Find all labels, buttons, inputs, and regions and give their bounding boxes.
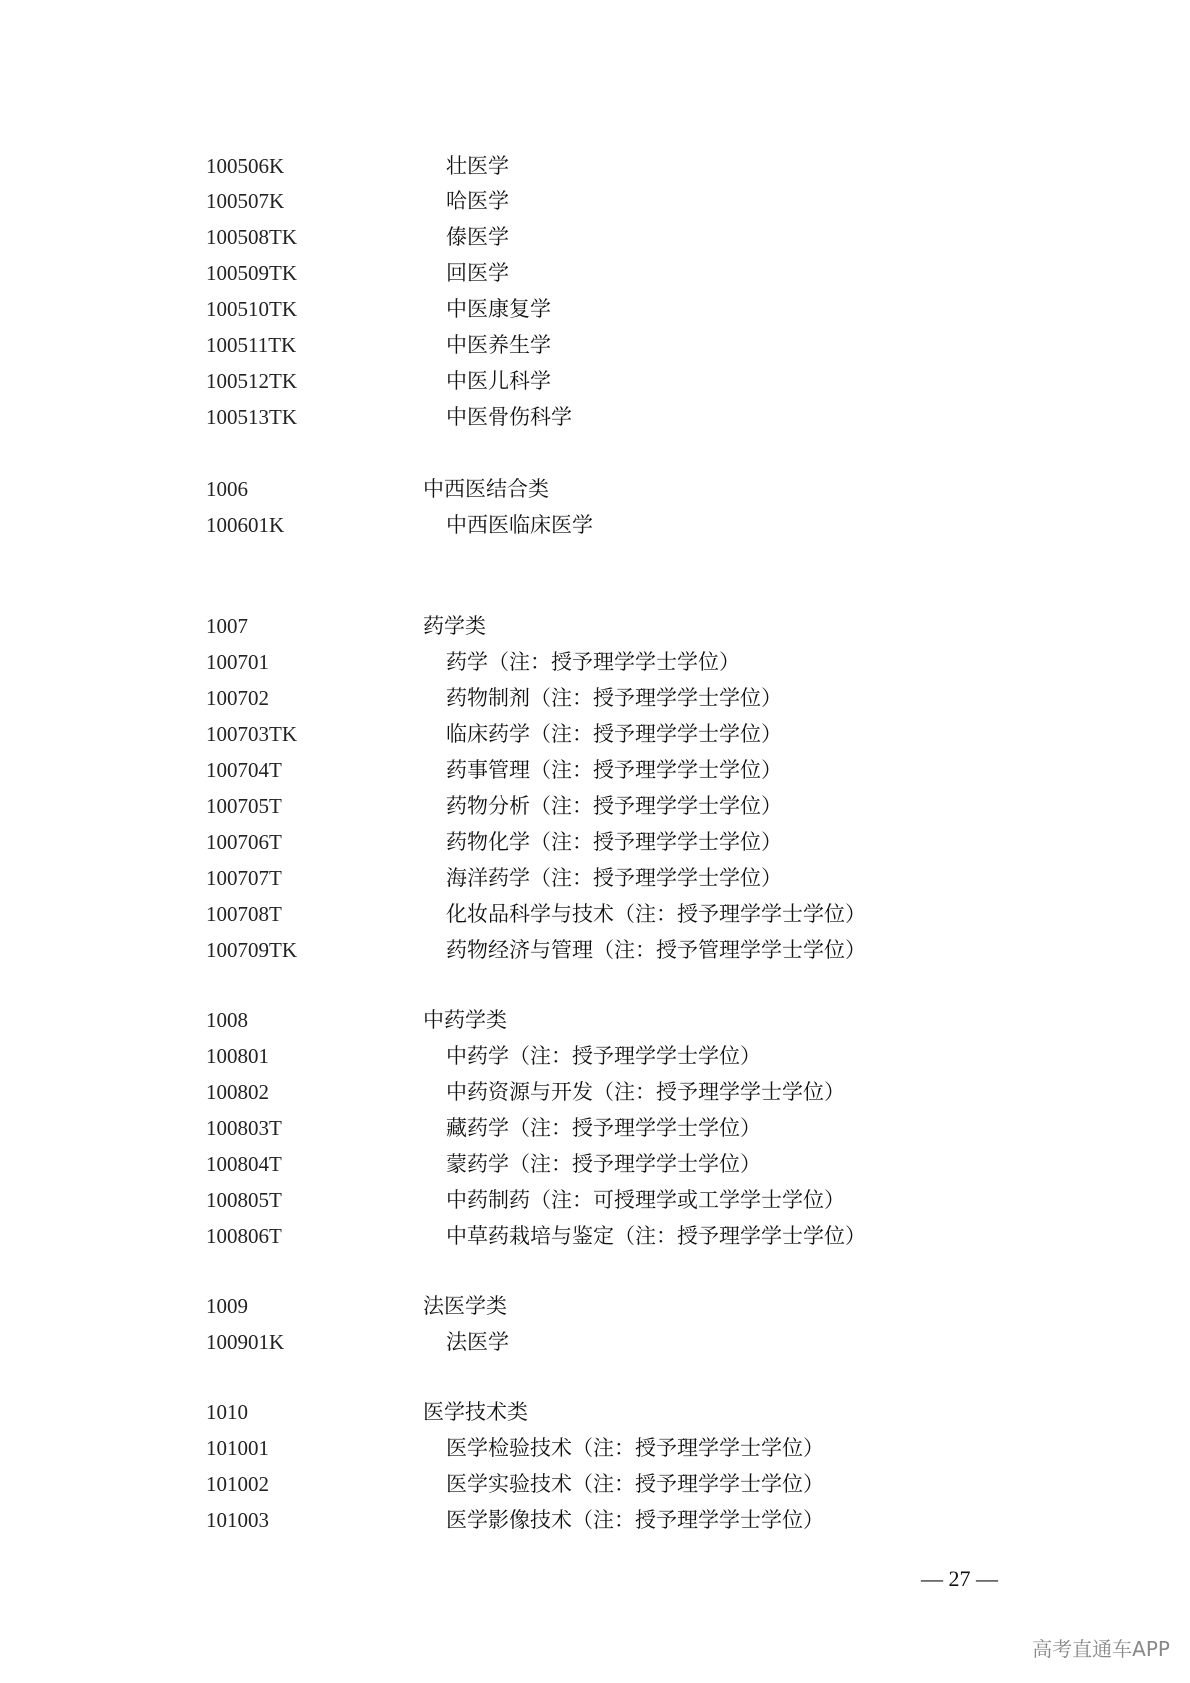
- category-name: 中西医结合类: [423, 477, 549, 501]
- category-row: [206, 611, 966, 641]
- major-row: [206, 402, 966, 432]
- major-row: [206, 258, 966, 288]
- major-row: [206, 1433, 966, 1463]
- major-code: 100804T: [206, 1152, 282, 1176]
- category-code: 1008: [206, 1008, 248, 1032]
- major-code: 101001: [206, 1436, 269, 1460]
- category-name: 药学类: [423, 614, 486, 638]
- major-code: 100508TK: [206, 225, 297, 249]
- major-code: 100707T: [206, 866, 282, 890]
- major-code: 100601K: [206, 513, 285, 537]
- major-row: [206, 186, 966, 216]
- major-code: 100509TK: [206, 261, 297, 285]
- major-code: 100708T: [206, 902, 282, 926]
- major-name: 海洋药学（注：授予理学学士学位）: [446, 866, 782, 890]
- major-name: 中药资源与开发（注：授予理学学士学位）: [446, 1080, 845, 1104]
- category-row: [206, 1005, 966, 1035]
- major-code: 100805T: [206, 1188, 282, 1212]
- category-code: 1006: [206, 477, 248, 501]
- major-code: 100511TK: [206, 333, 297, 357]
- major-code: 100701: [206, 650, 269, 674]
- major-code: 100704T: [206, 758, 282, 782]
- major-row: [206, 366, 966, 396]
- major-row: [206, 1077, 966, 1107]
- major-row: [206, 755, 966, 785]
- major-row: [206, 827, 966, 857]
- major-name: 壮医学: [446, 154, 509, 178]
- major-code: 100709TK: [206, 938, 297, 962]
- category-code: 1010: [206, 1400, 248, 1424]
- major-name: 中医康复学: [446, 297, 551, 321]
- major-code: 100702: [206, 686, 269, 710]
- category-code: 1007: [206, 614, 248, 638]
- major-code: 100513TK: [206, 405, 297, 429]
- major-name: 中草药栽培与鉴定（注：授予理学学士学位）: [446, 1224, 866, 1248]
- major-row: [206, 1113, 966, 1143]
- major-name: 药物分析（注：授予理学学士学位）: [446, 794, 782, 818]
- major-row: [206, 330, 966, 360]
- major-row: [206, 719, 966, 749]
- major-code: 101003: [206, 1508, 269, 1532]
- major-name: 藏药学（注：授予理学学士学位）: [446, 1116, 761, 1140]
- watermark: 高考直通车APP: [1032, 1637, 1170, 1661]
- major-name: 药物制剂（注：授予理学学士学位）: [446, 686, 782, 710]
- major-name: 中西医临床医学: [446, 513, 593, 537]
- major-row: [206, 222, 966, 252]
- major-code: 100803T: [206, 1116, 282, 1140]
- category-row: [206, 474, 966, 504]
- major-name: 中药学（注：授予理学学士学位）: [446, 1044, 761, 1068]
- major-name: 临床药学（注：授予理学学士学位）: [446, 722, 782, 746]
- major-code: 101002: [206, 1472, 269, 1496]
- major-name: 药事管理（注：授予理学学士学位）: [446, 758, 782, 782]
- major-row: [206, 1149, 966, 1179]
- major-name: 法医学: [446, 1330, 509, 1354]
- major-name: 医学实验技术（注：授予理学学士学位）: [446, 1472, 824, 1496]
- major-row: [206, 935, 966, 965]
- major-code: 100705T: [206, 794, 282, 818]
- page-number: — 27 —: [921, 1566, 998, 1591]
- category-row: [206, 1291, 966, 1321]
- major-name: 药物经济与管理（注：授予管理学学士学位）: [446, 938, 866, 962]
- major-name: 中药制药（注：可授理学或工学学士学位）: [446, 1188, 845, 1212]
- major-row: [206, 647, 966, 677]
- major-code: 100510TK: [206, 297, 297, 321]
- major-row: [206, 1505, 966, 1535]
- major-code: 100901K: [206, 1330, 285, 1354]
- major-name: 回医学: [446, 261, 509, 285]
- major-row: [206, 1469, 966, 1499]
- major-row: [206, 1327, 966, 1357]
- major-name: 中医儿科学: [446, 369, 551, 393]
- major-code: 100802: [206, 1080, 269, 1104]
- category-name: 中药学类: [423, 1008, 507, 1032]
- category-code: 1009: [206, 1294, 248, 1318]
- major-name: 医学影像技术（注：授予理学学士学位）: [446, 1508, 824, 1532]
- major-row: [206, 683, 966, 713]
- major-code: 100512TK: [206, 369, 297, 393]
- major-name: 中医骨伤科学: [446, 405, 572, 429]
- major-row: [206, 791, 966, 821]
- major-code: 100806T: [206, 1224, 282, 1248]
- major-row: [206, 1221, 966, 1251]
- category-name: 法医学类: [423, 1294, 507, 1318]
- major-row: [206, 899, 966, 929]
- major-code: 100506K: [206, 154, 285, 178]
- major-code: 100801: [206, 1044, 269, 1068]
- major-row: [206, 294, 966, 324]
- major-row: [206, 1041, 966, 1071]
- major-name: 哈医学: [446, 189, 509, 213]
- major-row: [206, 1185, 966, 1215]
- major-row: [206, 510, 966, 540]
- major-code: 100703TK: [206, 722, 297, 746]
- major-code: 100706T: [206, 830, 282, 854]
- major-row: [206, 863, 966, 893]
- major-name: 蒙药学（注：授予理学学士学位）: [446, 1152, 761, 1176]
- category-row: [206, 1397, 966, 1427]
- major-name: 医学检验技术（注：授予理学学士学位）: [446, 1436, 824, 1460]
- major-name: 傣医学: [446, 225, 509, 249]
- major-name: 中医养生学: [446, 333, 551, 357]
- major-row: [206, 151, 966, 181]
- major-name: 药学（注：授予理学学士学位）: [446, 650, 740, 674]
- major-name: 药物化学（注：授予理学学士学位）: [446, 830, 782, 854]
- major-code: 100507K: [206, 189, 285, 213]
- major-name: 化妆品科学与技术（注：授予理学学士学位）: [446, 902, 866, 926]
- category-name: 医学技术类: [423, 1400, 528, 1424]
